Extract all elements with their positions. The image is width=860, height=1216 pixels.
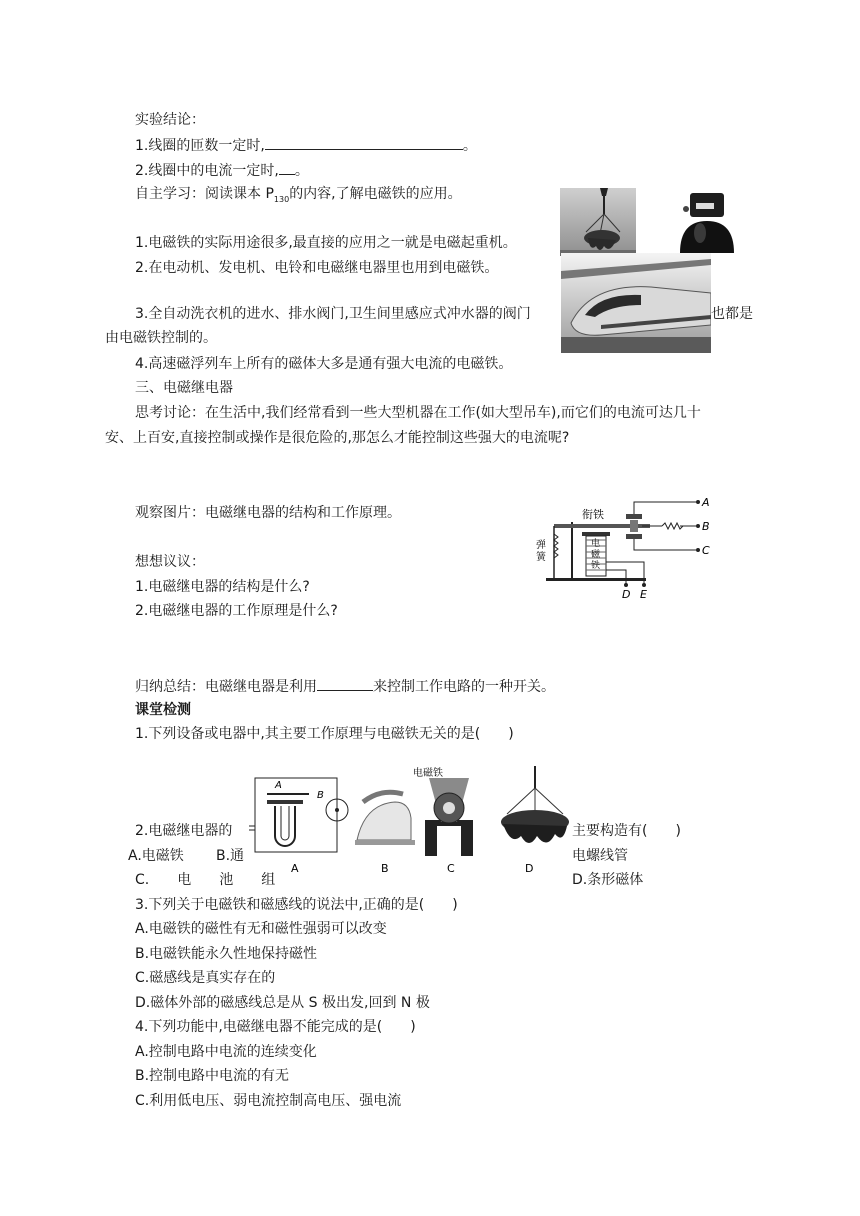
em-label-1: 电 [591,539,601,549]
answer-blank[interactable] [317,676,373,691]
app-item-3a: 3.全自动洗衣机的进水、排水阀门,卫生间里感应式冲水器的阀门 [135,306,531,322]
armature-label: 衔铁 [582,508,604,521]
quiz-q2-right: 主要构造有( ) [572,823,681,839]
terminal-e: E [640,588,647,600]
q1-diagram-b: B [317,790,324,801]
self-study-prefix: 自主学习：阅读课本 P [135,186,274,202]
summary-suffix: 来控制工作电路的一种开关。 [373,679,555,695]
quiz-q3-opt-b[interactable]: B.电磁铁能永久性地保持磁性 [135,946,318,962]
spring-label-2: 簧 [536,552,546,563]
q1-opt-d: D [525,862,534,875]
quiz-q2-opt-b-tail: 电螺线管 [572,848,628,864]
app-item-3c: 由电磁铁控制的。 [105,330,217,346]
terminal-b: B [702,520,710,533]
quiz-q1-figures [245,766,575,876]
discussion-line-1: 思考讨论：在生活中,我们经常看到一些大型机器在工作(如大型吊车),而它们的电流可达几十 [135,405,701,421]
quiz-q2-opt-a[interactable]: A.电磁铁 [128,848,184,864]
quiz-q4-opt-a[interactable]: A.控制电路中电流的连续变化 [135,1044,317,1060]
conclusion-item-2-text: 2.线圈中的电流一定时, [135,163,279,179]
app-item-4: 4.高速磁浮列车上所有的磁体大多是通有强大电流的电磁铁。 [135,356,513,372]
self-study-line [135,184,462,210]
quiz-heading: 课堂检测 [135,702,191,718]
summary-line [135,676,555,697]
quiz-q4-opt-c[interactable]: C.利用低电压、弱电流控制高电压、强电流 [135,1093,402,1109]
conclusion-item-1-end: 。 [462,138,477,154]
quiz-q1: 1.下列设备或电器中,其主要工作原理与电磁铁无关的是( ) [135,726,514,742]
app-item-1: 1.电磁铁的实际用途很多,最直接的应用之一就是电磁起重机。 [135,235,517,251]
terminal-c: C [702,544,710,557]
app-item-3b: 也都是 [711,306,753,322]
conclusion-item-1 [135,135,477,156]
conclusion-item-1-text: 1.线圈的匝数一定时, [135,138,265,154]
discussion-line-2: 安、上百安,直接控制或操作是很危险的,那怎么才能控制这些强大的电流呢? [105,430,570,446]
q1-diagram-a: A [275,780,282,791]
relay-diagram [530,490,720,600]
terminal-d: D [622,588,631,600]
quiz-q2-opt-d[interactable]: D.条形磁体 [572,872,644,888]
quiz-q4: 4.下列功能中,电磁继电器不能完成的是( ) [135,1019,416,1035]
terminal-a: A [702,496,710,509]
observe-line: 观察图片：电磁继电器的结构和工作原理。 [135,505,401,521]
quiz-q3-opt-c[interactable]: C.磁感线是真实存在的 [135,970,276,986]
q1-opt-a: A [291,862,299,875]
app-item-2: 2.在电动机、发电机、电铃和电磁继电器里也用到电磁铁。 [135,260,499,276]
q1-opt-b: B [381,862,389,875]
em-label-3: 铁 [591,561,601,571]
self-study-suffix: 的内容,了解电磁铁的应用。 [289,186,462,202]
relay-heading: 三、电磁继电器 [135,380,233,396]
quiz-q2-opt-b[interactable]: B.通 [216,848,245,864]
conclusion-item-2 [135,160,309,181]
summary-prefix: 归纳总结：电磁继电器是利用 [135,679,317,695]
question-2: 2.电磁继电器的工作原理是什么? [135,603,338,619]
answer-blank[interactable] [265,135,463,150]
quiz-q3: 3.下列关于电磁铁和磁感线的说法中,正确的是( ) [135,897,458,913]
quiz-q4-opt-b[interactable]: B.控制电路中电流的有无 [135,1068,290,1084]
quiz-q3-opt-d[interactable]: D.磁体外部的磁感线总是从 S 极出发,回到 N 极 [135,995,430,1011]
q1-em-label: 电磁铁 [413,768,443,779]
question-1: 1.电磁继电器的结构是什么? [135,579,310,595]
maglev-train-photo [561,253,711,353]
crane-photo [560,188,636,256]
quiz-q2-left: 2.电磁继电器的 [135,823,233,839]
quiz-q2-opt-c[interactable]: C. 电 池 组 [135,872,276,888]
electric-bell-photo [672,187,742,253]
page-number: 130 [273,194,290,204]
conclusion-title: 实验结论： [135,112,205,128]
spring-label-1: 弹 [536,540,546,551]
em-label-2: 磁 [591,550,601,560]
quiz-q3-opt-a[interactable]: A.电磁铁的磁性有无和磁性强弱可以改变 [135,921,387,937]
q1-opt-c: C [447,862,455,875]
conclusion-item-2-end: 。 [294,163,309,179]
think-line: 想想议议： [135,554,205,570]
answer-blank[interactable] [279,160,295,175]
